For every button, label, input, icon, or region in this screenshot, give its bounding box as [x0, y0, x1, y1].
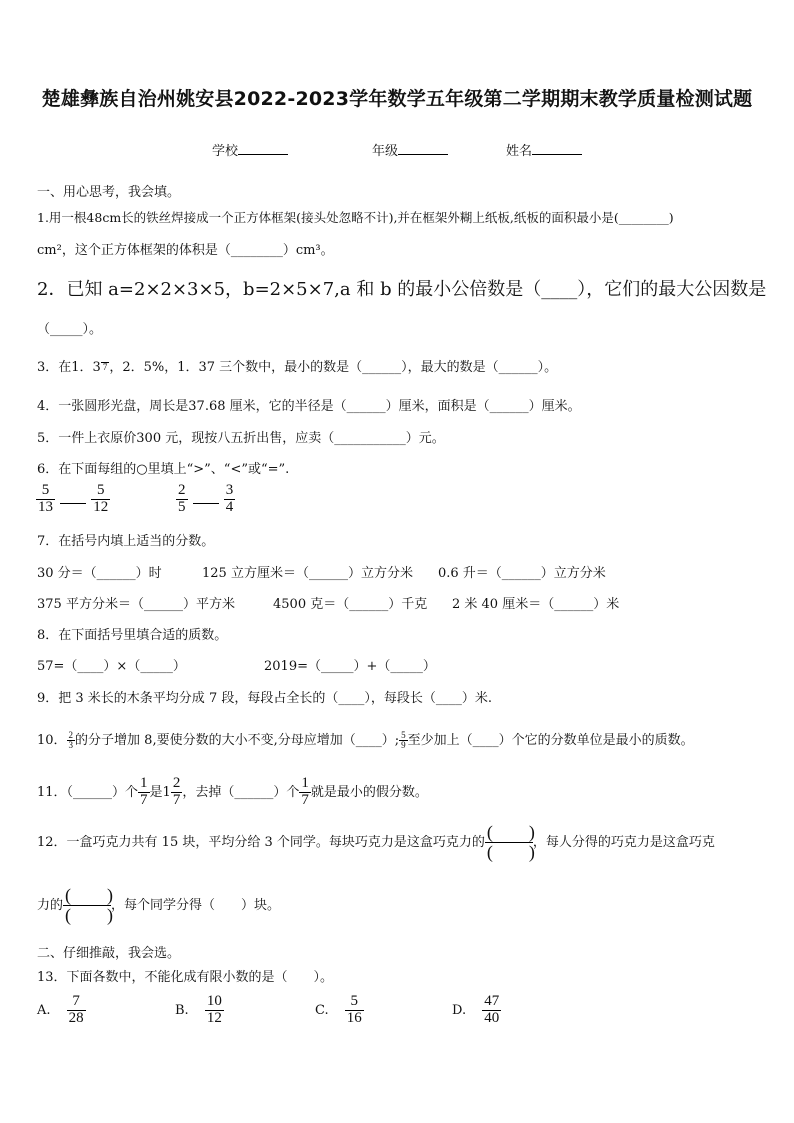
option-fraction	[67, 994, 86, 1027]
question-13: 13．下面各数中，不能化成有限小数的是（ ）。	[37, 970, 334, 985]
question-12-blank-fraction-1	[485, 823, 533, 862]
question-6: 6．在下面每组的○里填上“>”、“<”或“=”.	[37, 462, 290, 477]
question-5: 5．一件上衣原价300 元，现按八五折出售，应卖（___________）元。	[37, 431, 445, 446]
question-4: 4．一张圆形光盘，周长是37.68 厘米，它的半径是（______）厘米，面积是（______）厘米。	[37, 399, 581, 414]
section-heading-2: 二、仔细推敲，我会选。	[37, 946, 181, 961]
question-11-part-a: 11．（______）个	[37, 784, 139, 800]
fraction-numerator: 2	[172, 775, 181, 791]
q7-item-2: 125 立方厘米＝（______）立方分米	[202, 566, 413, 581]
fraction-denominator: 13	[38, 498, 53, 515]
question-11-fraction-2	[171, 776, 183, 809]
fraction-numerator: 5	[401, 729, 406, 740]
question-12-text-d: ，每个同学分得（ ）块。	[111, 897, 281, 913]
q7-item-3: 0.6 升＝（______）立方分米	[438, 566, 606, 581]
question-10-fraction-2	[399, 731, 408, 751]
fraction-numerator: 2	[178, 482, 186, 498]
fraction-numerator: 10	[206, 993, 222, 1009]
question-12-text-c: 力的	[37, 897, 64, 913]
school-field	[212, 140, 288, 159]
fraction-denominator: 40	[484, 1009, 500, 1026]
option-fraction	[482, 994, 501, 1027]
question-11-part-b: 是1	[149, 784, 171, 800]
q13-option-a	[37, 994, 86, 1027]
compare-blank	[60, 493, 86, 504]
school-label: 学校	[212, 144, 239, 159]
fraction-numerator: 2	[68, 729, 74, 740]
question-12-line-1	[37, 823, 715, 862]
compare-pair-1	[36, 483, 110, 516]
name-blank	[532, 142, 582, 155]
compare-fraction-left	[176, 483, 188, 516]
question-11-part-d: 就是最小的假分数。	[310, 784, 428, 800]
option-fraction	[345, 994, 364, 1027]
grade-label: 年级	[372, 144, 399, 159]
grade-field	[372, 140, 448, 159]
fraction-denominator: 28	[68, 1009, 84, 1026]
fraction-denominator: 7	[102, 362, 108, 373]
grade-blank	[398, 142, 448, 155]
fraction-numerator: 5	[41, 482, 50, 498]
q7-item-5: 4500 克＝（______）千克	[273, 597, 428, 612]
q13-option-c	[315, 994, 364, 1027]
name-label: 姓名	[506, 144, 533, 159]
q7-item-1: 30 分＝（______）时	[37, 566, 162, 581]
fraction-numerator: 7	[72, 993, 80, 1009]
q13-option-d	[452, 994, 501, 1027]
fraction-denominator: 16	[346, 1009, 362, 1026]
fraction-numerator: 3	[225, 482, 234, 498]
fraction-numerator: ( )	[65, 885, 114, 905]
question-2-line-1: 2．已知 a=2×2×3×5，b=2×5×7,a 和 b 的最小公倍数是（____），它们的最大公因数是	[37, 279, 767, 300]
compare-fraction-right	[224, 483, 236, 516]
question-3	[37, 356, 557, 375]
question-7: 7．在括号内填上适当的分数。	[37, 534, 215, 549]
fraction-numerator: 47	[484, 993, 500, 1009]
question-10-post: 至少加上（____）个它的分数单位是最小的质数。	[407, 733, 694, 748]
question-12-blank-fraction-2	[63, 885, 114, 925]
fraction-denominator: 7	[301, 791, 309, 808]
question-3-post: ，2．5%，1．37 三个数中，最小的数是（______），最大的数是（______）。	[109, 360, 558, 375]
compare-fraction-right	[91, 483, 110, 516]
fraction-denominator: 3	[68, 740, 74, 750]
option-fraction	[205, 994, 224, 1027]
fraction-denominator: 12	[93, 498, 109, 515]
q13-option-b	[175, 994, 224, 1027]
question-1-line-2: cm²，这个正方体框架的体积是（________）cm³。	[37, 243, 334, 258]
question-1-line-1: 1.用一根48cm长的铁丝焊接成一个正方体框架(接头处忽略不计),并在框架外糊上纸板,纸板的面积最小是(________)	[37, 210, 674, 225]
question-11-fraction-3	[299, 776, 311, 809]
fraction-denominator: 5	[178, 498, 186, 515]
fraction-denominator: ( )	[486, 841, 535, 862]
option-label: C.	[315, 1002, 329, 1018]
q7-item-6: 2 米 40 厘米＝（______）米	[452, 597, 620, 612]
fraction-numerator: ( )	[486, 822, 535, 842]
question-9: 9．把 3 米长的木条平均分成 7 段，每段占全长的（____），每段长（____）米.	[37, 691, 492, 706]
question-3-pre: 3．在1．3	[37, 360, 101, 375]
fraction-denominator: 7	[140, 791, 148, 808]
question-10-number: 10．	[37, 733, 67, 748]
question-11-fraction-1	[138, 776, 150, 809]
question-12-line-2	[37, 886, 280, 925]
question-2-line-2: （_____）。	[37, 322, 103, 337]
fraction-numerator: 1	[140, 775, 148, 791]
name-field	[506, 140, 582, 159]
option-label: A.	[37, 1002, 51, 1018]
page-title: 楚雄彝族自治州姚安县2022-2023学年数学五年级第二学期期末教学质量检测试题	[41, 88, 753, 110]
option-label: D.	[452, 1002, 467, 1018]
compare-fraction-left	[36, 483, 55, 516]
question-11	[37, 776, 428, 809]
q8-item-1: 57=（____）×（_____）	[37, 659, 186, 674]
q8-item-2: 2019=（_____）+（_____）	[264, 659, 436, 674]
school-blank	[238, 142, 288, 155]
question-10	[37, 729, 694, 750]
fraction-denominator: 12	[206, 1009, 222, 1026]
compare-blank	[193, 493, 219, 504]
fraction-numerator: 1	[301, 775, 309, 791]
question-10-fraction-1	[67, 731, 76, 751]
fraction-denominator: 4	[225, 498, 234, 515]
fraction-denominator: 9	[401, 740, 406, 750]
fraction-numerator: 5	[350, 993, 359, 1009]
fraction-denominator: 7	[172, 791, 181, 808]
section-heading-1: 一、用心思考，我会填。	[37, 185, 181, 200]
fraction-numerator: 5	[96, 482, 105, 498]
question-12-text-a: 12．一盒巧克力共有 15 块，平均分给 3 个同学。每块巧克力是这盒巧克力的	[37, 834, 485, 850]
compare-pair-2	[176, 483, 235, 516]
question-10-mid: 的分子增加 8,要使分数的大小不变,分母应增加（____）;	[75, 733, 400, 748]
question-12-text-b: ，每人分得的巧克力是这盒巧克	[532, 834, 715, 850]
question-8: 8．在下面括号里填合适的质数。	[37, 628, 228, 643]
fraction-denominator: ( )	[65, 904, 114, 925]
question-11-part-c: ，去掉（______）个	[182, 784, 300, 800]
q7-item-4: 375 平方分米＝（______）平方米	[37, 597, 235, 612]
option-label: B.	[175, 1002, 189, 1018]
